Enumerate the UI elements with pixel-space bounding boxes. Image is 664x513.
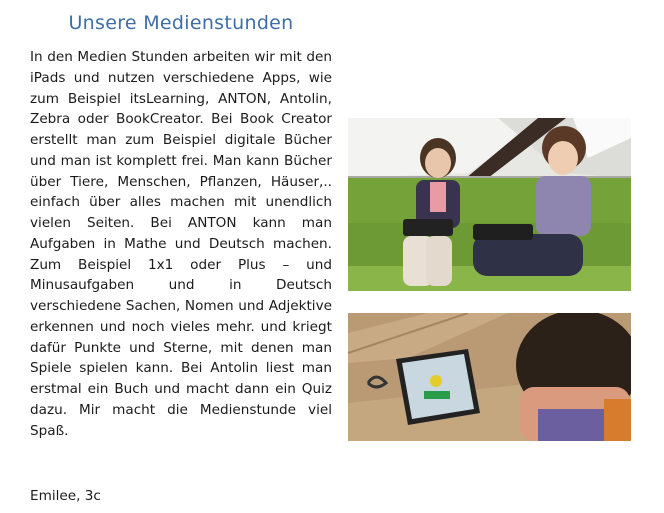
photo-children-on-sofa <box>348 118 631 291</box>
photo-boy-with-tablet <box>348 313 631 441</box>
article-author: Emilee, 3c <box>30 488 101 504</box>
photo-children-on-sofa-graphic <box>348 118 631 291</box>
article-title: Unsere Medienstunden <box>68 12 294 34</box>
photo-boy-with-tablet-graphic <box>348 313 631 441</box>
article-body: In den Medien Stunden arbeiten wir mit den iPads und nutzen verschiedene Apps, wie zum Beispiel itsLearning, ANTON, Antolin, Zebra oder BookCreator. Bei Book Creator erstellt man zum Beispiel digitale Bücher und man ist komplett frei. Man kann Bücher über Tiere, Menschen, Pflanzen, Häuser,.. einfach über alles machen mit unendlich vielen Seiten. Bei ANTON kann man Aufgaben in Mathe und Deutsch machen. Zum Beispiel 1x1 oder Plus – und Minusaufgaben und in Deutsch verschiedene Sachen, Nomen und Adjektive erkennen und noch vieles mehr. und kriegt dafür Punkte und Sterne, mit denen man Spiele spielen kann. Bei Antolin liest man erstmal ein Buch und macht dann ein Quiz dazu. Mir macht die Medienstunde viel Spaß. <box>30 49 332 439</box>
